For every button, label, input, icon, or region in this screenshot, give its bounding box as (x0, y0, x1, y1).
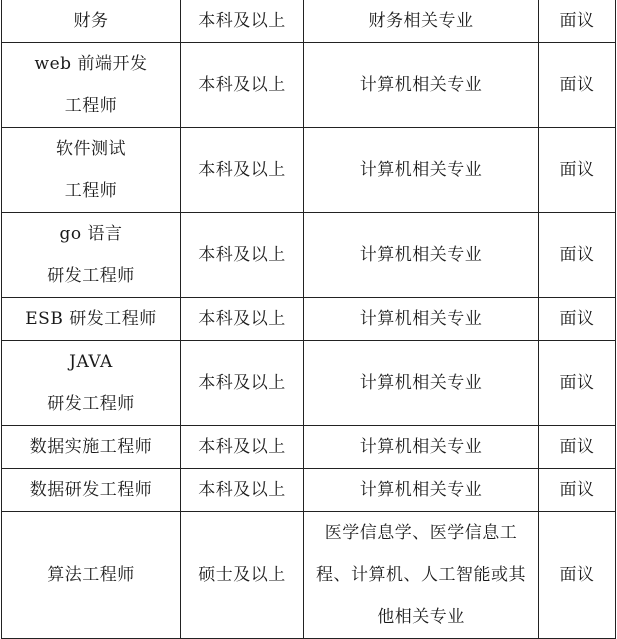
table-row (2, 426, 616, 469)
major-cell (304, 341, 539, 426)
major-requirement-line: 程、计算机、人工智能或其 (316, 565, 526, 585)
education-requirement: 本科及以上 (198, 244, 286, 265)
table-row (2, 298, 616, 341)
table-row (2, 469, 616, 512)
major-requirement-line: 他相关专业 (377, 607, 465, 627)
education-cell (181, 298, 304, 341)
position-name: 数据实施工程师 (29, 436, 153, 457)
major-requirement: 计算机相关专业 (359, 159, 483, 180)
salary-cell (539, 128, 616, 213)
education-requirement: 本科及以上 (198, 479, 286, 500)
table-row (2, 43, 616, 128)
position-cell (2, 298, 181, 341)
education-cell (181, 43, 304, 128)
education-requirement: 本科及以上 (198, 436, 286, 457)
position-name-line: web 前端开发 (34, 54, 148, 74)
education-cell (181, 426, 304, 469)
major-cell (304, 426, 539, 469)
salary-cell (539, 298, 616, 341)
position-name: 数据研发工程师 (29, 479, 153, 500)
position-name-line: 软件测试 (56, 139, 126, 159)
position-name: ESB 研发工程师 (25, 308, 157, 329)
table-row (2, 128, 616, 213)
salary-note: 面议 (559, 244, 595, 265)
major-cell (304, 469, 539, 512)
salary-note: 面议 (559, 308, 595, 329)
major-requirement: 计算机相关专业 (359, 372, 483, 393)
education-cell (181, 469, 304, 512)
position-name-line: go 语言 (59, 224, 123, 244)
education-requirement: 本科及以上 (198, 308, 286, 329)
major-requirement: 计算机相关专业 (359, 436, 483, 457)
salary-note: 面议 (559, 372, 595, 393)
education-cell (181, 213, 304, 298)
position-cell (2, 512, 181, 639)
position-name-line: 研发工程师 (47, 266, 135, 286)
major-requirement: 财务相关专业 (368, 10, 474, 31)
major-cell (304, 213, 539, 298)
salary-note: 面议 (559, 436, 595, 457)
major-requirement: 计算机相关专业 (359, 479, 483, 500)
salary-cell (539, 0, 616, 43)
major-cell (304, 0, 539, 43)
position-cell (2, 43, 181, 128)
major-cell (304, 128, 539, 213)
salary-cell (539, 213, 616, 298)
major-cell (304, 43, 539, 128)
major-cell (304, 512, 539, 639)
table-row (2, 213, 616, 298)
education-cell (181, 341, 304, 426)
position-name-line: 工程师 (64, 96, 118, 116)
major-requirement: 计算机相关专业 (359, 308, 483, 329)
table-row (2, 0, 616, 43)
salary-note: 面议 (559, 479, 595, 500)
education-requirement: 本科及以上 (198, 74, 286, 95)
salary-note: 面议 (559, 564, 595, 585)
position-cell (2, 128, 181, 213)
salary-note: 面议 (559, 159, 595, 180)
position-cell (2, 426, 181, 469)
salary-cell (539, 341, 616, 426)
table-row (2, 341, 616, 426)
position-cell (2, 341, 181, 426)
salary-note: 面议 (559, 74, 595, 95)
salary-note: 面议 (559, 10, 595, 31)
position-name-line: 研发工程师 (47, 394, 135, 414)
salary-cell (539, 469, 616, 512)
position-cell (2, 0, 181, 43)
salary-cell (539, 512, 616, 639)
position-name: 财务 (73, 10, 109, 31)
education-requirement: 本科及以上 (198, 10, 286, 31)
position-cell (2, 213, 181, 298)
table-row (2, 512, 616, 639)
position-cell (2, 469, 181, 512)
education-cell (181, 0, 304, 43)
education-requirement: 硕士及以上 (198, 564, 286, 585)
education-cell (181, 512, 304, 639)
major-cell (304, 298, 539, 341)
position-name-line: 工程师 (64, 181, 118, 201)
major-requirement: 计算机相关专业 (359, 74, 483, 95)
salary-cell (539, 426, 616, 469)
salary-cell (539, 43, 616, 128)
education-cell (181, 128, 304, 213)
education-requirement: 本科及以上 (198, 372, 286, 393)
major-requirement: 计算机相关专业 (359, 244, 483, 265)
major-requirement-line: 医学信息学、医学信息工 (324, 523, 518, 543)
position-name-line: JAVA (69, 352, 113, 372)
position-name: 算法工程师 (47, 564, 135, 585)
job-requirements-table (1, 0, 616, 639)
education-requirement: 本科及以上 (198, 159, 286, 180)
